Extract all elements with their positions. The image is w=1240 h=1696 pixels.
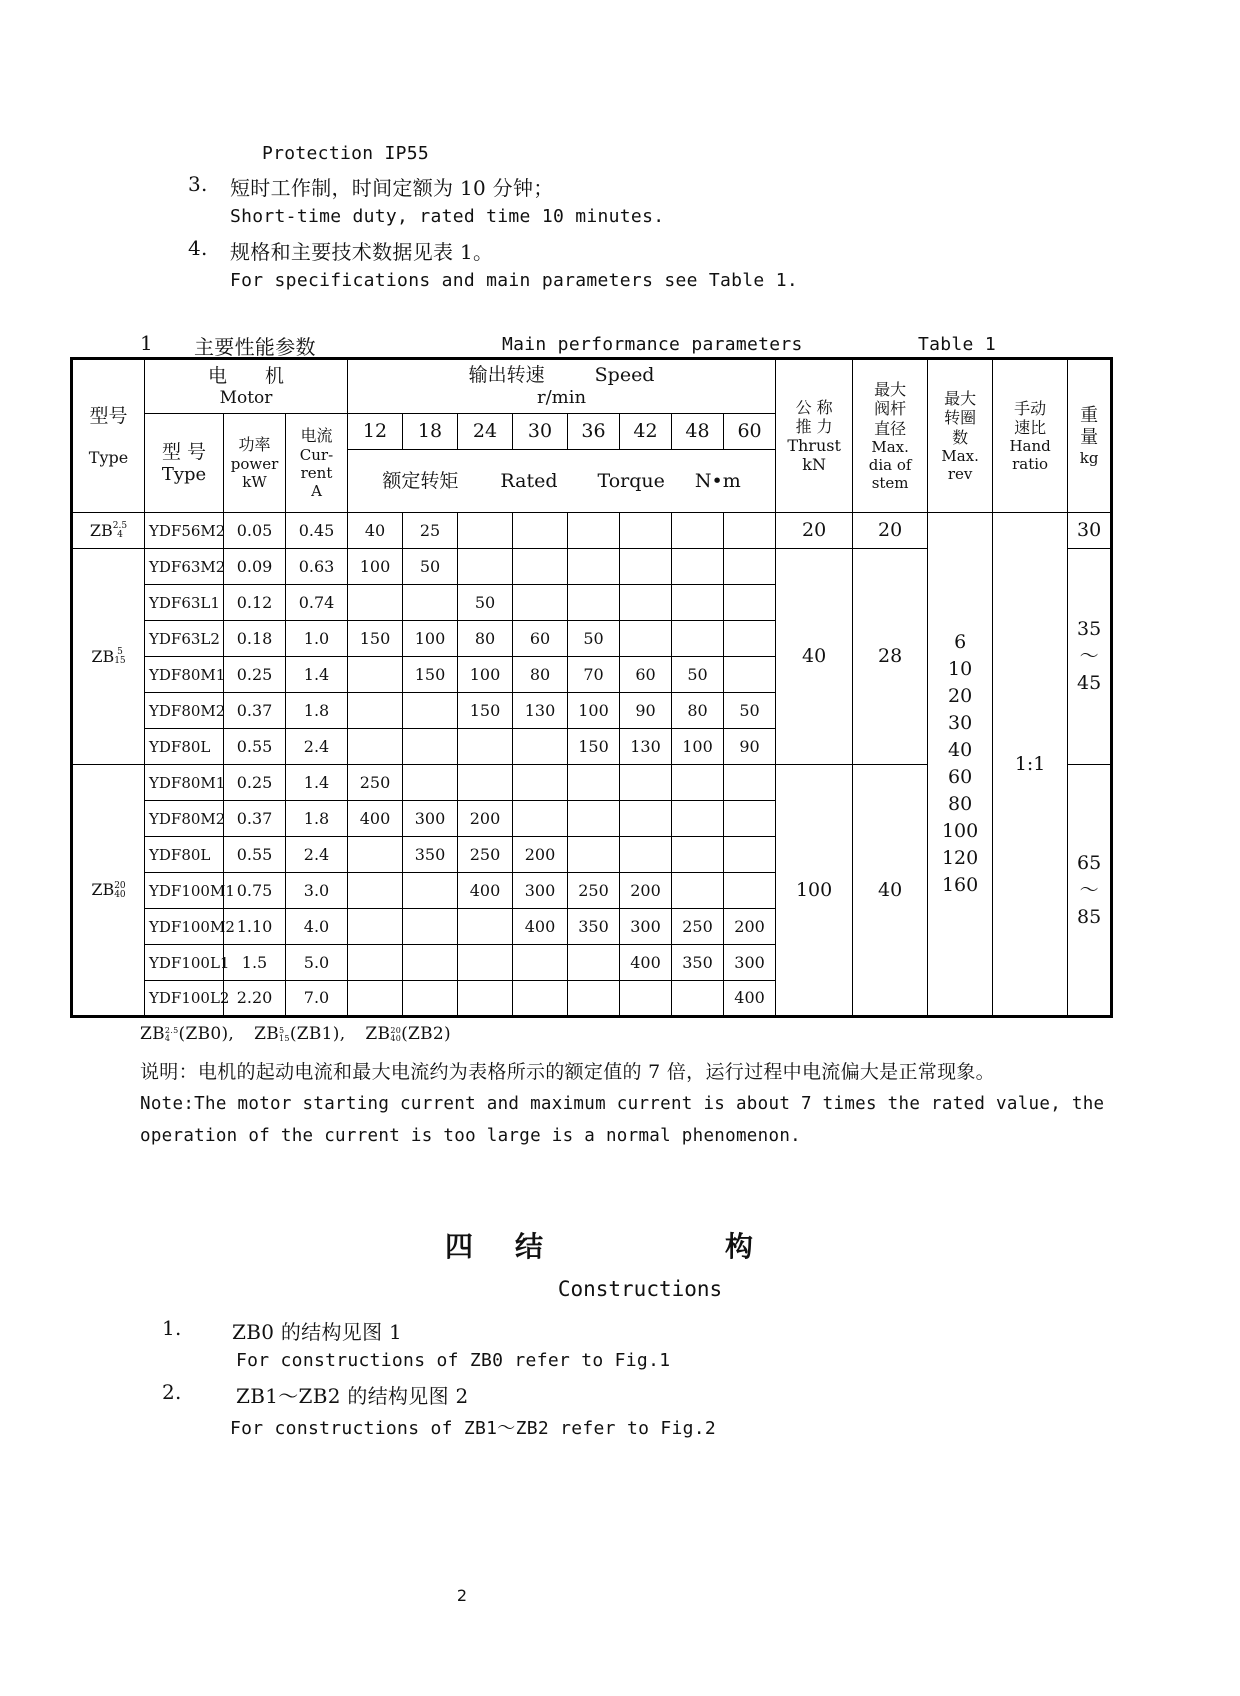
current-header-en-1: Cur- [299,445,334,464]
speed-unit: r/min [537,387,587,409]
torque-cell: 80 [513,657,568,693]
stem-header-cn-2: 阀杆 [874,399,907,419]
note-cn: 说明：电机的起动电流和最大电流约为表格所示的额定值的 7 倍，运行过程中电流偏大是正常现象。 [140,1061,995,1083]
row-power: 0.55 [224,729,286,765]
torque-cell [403,945,458,981]
torque-cell [348,909,403,945]
row-power: 0.55 [224,837,286,873]
torque-cell: 350 [568,909,620,945]
torque-cell [458,765,513,801]
torque-cell: 150 [348,621,403,657]
hand-header-en-1: Hand [1009,437,1051,456]
torque-cell: 50 [724,693,776,729]
torque-cell [458,549,513,585]
torque-cell [568,765,620,801]
torque-cell [724,513,776,549]
stem-header-cn-1: 最大 [874,380,907,400]
torque-cell [458,981,513,1017]
row-current: 2.4 [286,729,348,765]
item3-en-text: Short-time duty, rated time 10 minutes. [230,206,665,227]
table-row [72,513,1112,549]
construction-item2-number: 2. [162,1380,182,1404]
torque-cell: 50 [458,585,513,621]
row-power: 0.05 [224,513,286,549]
torque-cell [672,873,724,909]
torque-cell: 150 [458,693,513,729]
torque-cell [672,837,724,873]
torque-unit: N•m [694,469,741,492]
rev-header-cn-2: 转圈 [944,408,977,428]
torque-cell: 150 [568,729,620,765]
stem-zb0: 20 [853,513,928,549]
item4-en-text: For specifications and main parameters see Table 1. [230,270,798,291]
row-current: 5.0 [286,945,348,981]
torque-cell [513,801,568,837]
row-power: 0.37 [224,801,286,837]
stem-header-en-2: dia of [868,455,912,474]
power-header-cn: 功率 [238,435,271,455]
page-number: 2 [456,1586,468,1605]
row-current: 1.8 [286,801,348,837]
torque-cell: 100 [403,621,458,657]
torque-cell [620,513,672,549]
torque-cell: 250 [458,837,513,873]
stem-header-en-1: Max. [871,437,909,456]
torque-cell [348,657,403,693]
row-model: YDF100L1 [145,945,224,981]
group-zb2: ZB 20 40 [72,765,145,1017]
torque-cell: 90 [620,693,672,729]
hand-ratio-header [993,359,1068,513]
row-current: 0.63 [286,549,348,585]
torque-cell [672,549,724,585]
torque-cell [348,873,403,909]
row-model: YDF80L [145,729,224,765]
torque-cell: 400 [724,981,776,1017]
torque-header-cn: 额定转矩 [382,469,459,492]
torque-cell: 400 [620,945,672,981]
protection-text: Protection IP55 [262,143,430,164]
section-title: 四 结 构 [444,1230,755,1263]
rev-header-en-2: rev [947,464,973,483]
row-current: 1.8 [286,693,348,729]
torque-cell [403,765,458,801]
speed-24: 24 [458,414,513,450]
model-header-cn: 型 号 [161,440,207,463]
torque-cell [568,513,620,549]
torque-cell: 250 [672,909,724,945]
torque-cell [513,729,568,765]
torque-cell [620,981,672,1017]
max-rev-values: 6 10 20 30 40 60 80 100 120 160 [928,513,993,1017]
torque-cell [620,621,672,657]
torque-cell [458,945,513,981]
torque-cell [672,765,724,801]
torque-cell [568,585,620,621]
torque-cell: 100 [672,729,724,765]
torque-cell [620,837,672,873]
row-power: 0.75 [224,873,286,909]
torque-cell [620,765,672,801]
torque-cell [568,981,620,1017]
stem-header [853,359,928,513]
table-caption-number: 1 [140,331,154,355]
construction-item1-en: For constructions of ZB0 refer to Fig.1 [236,1350,671,1371]
torque-cell [348,837,403,873]
torque-cell: 100 [348,549,403,585]
row-model: YDF63L1 [145,585,224,621]
torque-cell: 130 [620,729,672,765]
power-unit: kW [242,472,267,491]
torque-cell [568,945,620,981]
table-caption-cn: 主要性能参数 [194,335,316,359]
row-model: YDF80L [145,837,224,873]
row-model: YDF80M2 [145,801,224,837]
speed-header-cn: 输出转速 [468,364,545,387]
torque-cell: 80 [458,621,513,657]
table-caption-label: Table 1 [918,334,996,355]
power-header-en: power [230,454,279,473]
torque-cell [724,873,776,909]
torque-cell: 50 [672,657,724,693]
weight-zb1: 35 ～ 45 [1068,549,1112,765]
row-power: 0.18 [224,621,286,657]
torque-cell [724,585,776,621]
row-current: 1.4 [286,657,348,693]
torque-cell [403,729,458,765]
stem-header-cn-3: 直径 [874,418,907,438]
torque-cell: 70 [568,657,620,693]
thrust-header-cn-1: 公 称 [795,397,833,417]
torque-cell: 100 [568,693,620,729]
speed-36: 36 [568,414,620,450]
torque-cell [403,873,458,909]
torque-cell [513,945,568,981]
torque-cell: 400 [513,909,568,945]
torque-cell: 25 [403,513,458,549]
type-header-en: Type [88,447,129,467]
speed-12: 12 [348,414,403,450]
torque-cell: 130 [513,693,568,729]
torque-cell [403,981,458,1017]
torque-cell [724,765,776,801]
torque-cell [568,837,620,873]
torque-cell [724,657,776,693]
stem-header-en-3: stem [871,473,909,492]
torque-cell: 300 [403,801,458,837]
power-header [224,414,286,513]
hand-header-cn-2: 速比 [1014,418,1047,437]
torque-cell [458,513,513,549]
speed-48: 48 [672,414,724,450]
thrust-unit: kN [802,455,826,475]
torque-cell: 100 [458,657,513,693]
weight-header-cn-2: 量 [1080,427,1099,448]
torque-cell: 250 [568,873,620,909]
thrust-header [776,359,853,513]
current-header [286,414,348,513]
type-header [72,359,145,513]
torque-cell: 200 [458,801,513,837]
motor-header [145,359,348,414]
torque-cell [348,981,403,1017]
header-row-1 [72,359,1112,414]
torque-cell [672,621,724,657]
torque-cell [513,981,568,1017]
torque-header-en-2: Torque [597,469,665,492]
torque-cell: 200 [620,873,672,909]
row-power: 2.20 [224,981,286,1017]
torque-cell: 300 [724,945,776,981]
weight-header [1068,359,1112,513]
rev-header [928,359,993,513]
row-current: 3.0 [286,873,348,909]
row-model: YDF80M2 [145,693,224,729]
table-caption-en: Main performance parameters [502,334,803,355]
torque-cell: 50 [568,621,620,657]
torque-cell: 400 [348,801,403,837]
row-power: 0.37 [224,693,286,729]
torque-header [348,450,776,513]
construction-item1-number: 1. [162,1316,182,1340]
row-power: 0.12 [224,585,286,621]
legend-zb2: ZB 20 40 (ZB2) [365,1024,451,1044]
torque-cell [513,513,568,549]
row-model: YDF63M2 [145,549,224,585]
thrust-header-en: Thrust [787,436,841,455]
section-subtitle: Constructions [557,1277,723,1301]
speed-header-en: Speed [594,364,655,387]
torque-cell: 300 [620,909,672,945]
hand-ratio-value: 1:1 [993,513,1068,1017]
torque-cell: 300 [513,873,568,909]
torque-cell [348,729,403,765]
note-en-line-2: operation of the current is too large is a normal phenomenon. [140,1126,801,1146]
hand-header-en-2: ratio [1012,455,1049,474]
torque-cell [672,981,724,1017]
torque-cell [403,909,458,945]
row-power: 0.25 [224,765,286,801]
current-header-en-2: rent [300,463,333,482]
item4-number: 4. [188,236,208,260]
model-header-en: Type [161,463,207,485]
row-model: YDF63L2 [145,621,224,657]
item4-cn-text: 规格和主要技术数据见表 1。 [230,240,494,264]
torque-cell [568,801,620,837]
torque-cell: 60 [513,621,568,657]
torque-cell [672,585,724,621]
row-model: YDF80M1 [145,657,224,693]
legend-zb1: ZB 5 15 (ZB1), [254,1024,346,1044]
construction-item2-cn: ZB1～ZB2 的结构见图 2 [236,1384,469,1408]
weight-header-cn-1: 重 [1080,405,1099,427]
performance-table [70,357,1113,1018]
legend-zb0: ZB 2.5 4 (ZB0), [140,1024,235,1044]
hand-header-cn-1: 手动 [1014,398,1047,418]
torque-cell [458,909,513,945]
note-en-line-1: Note:The motor starting current and maximum current is about 7 times the rated value, the [140,1094,1105,1114]
row-model: YDF100L2 [145,981,224,1017]
torque-cell [724,801,776,837]
torque-cell: 40 [348,513,403,549]
weight-zb0: 30 [1068,513,1112,549]
weight-unit: kg [1079,448,1099,467]
torque-cell: 150 [403,657,458,693]
torque-cell: 400 [458,873,513,909]
current-header-cn: 电流 [300,426,333,446]
row-power: 0.09 [224,549,286,585]
thrust-zb2: 100 [776,765,853,1017]
torque-cell: 90 [724,729,776,765]
row-power: 1.10 [224,909,286,945]
torque-cell: 200 [513,837,568,873]
thrust-header-cn-2: 推 力 [795,416,833,436]
stem-zb1: 28 [853,549,928,765]
torque-cell [513,549,568,585]
motor-header-cn: 电 机 [207,364,284,387]
speed-42: 42 [620,414,672,450]
construction-item2-en: For constructions of ZB1～ZB2 refer to Fig.2 [230,1418,717,1439]
torque-cell [672,513,724,549]
torque-cell [724,621,776,657]
type-header-cn: 型号 [89,405,128,427]
weight-zb2: 65 ～ 85 [1068,765,1112,1017]
row-model: YDF56M2 [145,513,224,549]
stem-zb2: 40 [853,765,928,1017]
row-current: 1.0 [286,621,348,657]
torque-cell: 50 [403,549,458,585]
speed-header [348,359,776,414]
torque-cell [403,585,458,621]
thrust-zb1: 40 [776,549,853,765]
row-model: YDF80M1 [145,765,224,801]
torque-cell [620,549,672,585]
row-current: 1.4 [286,765,348,801]
torque-cell: 60 [620,657,672,693]
item3-cn-text: 短时工作制，时间定额为 10 分钟； [230,176,554,200]
construction-item1-cn: ZB0 的结构见图 1 [232,1320,403,1344]
speed-30: 30 [513,414,568,450]
torque-cell [348,693,403,729]
row-current: 2.4 [286,837,348,873]
rev-header-en-1: Max. [941,446,979,465]
torque-header-en-1: Rated [500,469,558,492]
row-current: 4.0 [286,909,348,945]
torque-cell [672,801,724,837]
torque-cell [348,945,403,981]
item3-number: 3. [188,172,208,196]
current-unit: A [311,481,322,500]
torque-cell: 80 [672,693,724,729]
row-current: 7.0 [286,981,348,1017]
model-header [145,414,224,513]
torque-cell [403,693,458,729]
speed-60: 60 [724,414,776,450]
torque-cell [568,549,620,585]
motor-header-en: Motor [219,387,273,408]
group-zb1: ZB 5 15 [72,549,145,765]
torque-cell [620,801,672,837]
torque-cell [724,549,776,585]
torque-cell [620,585,672,621]
rev-header-cn-3: 数 [952,427,969,447]
speed-18: 18 [403,414,458,450]
row-current: 0.74 [286,585,348,621]
torque-cell: 350 [672,945,724,981]
row-model: YDF100M1 [145,873,224,909]
row-power: 0.25 [224,657,286,693]
torque-cell [348,585,403,621]
thrust-zb0: 20 [776,513,853,549]
group-zb0: ZB 2.5 4 [72,513,145,549]
torque-cell [513,585,568,621]
torque-cell [458,729,513,765]
row-model: YDF100M2 [145,909,224,945]
rev-header-cn-1: 最大 [944,389,977,409]
torque-cell [513,765,568,801]
torque-cell: 350 [403,837,458,873]
torque-cell: 200 [724,909,776,945]
row-current: 0.45 [286,513,348,549]
group-legend [140,1024,451,1044]
torque-cell: 250 [348,765,403,801]
torque-cell [724,837,776,873]
row-power: 1.5 [224,945,286,981]
